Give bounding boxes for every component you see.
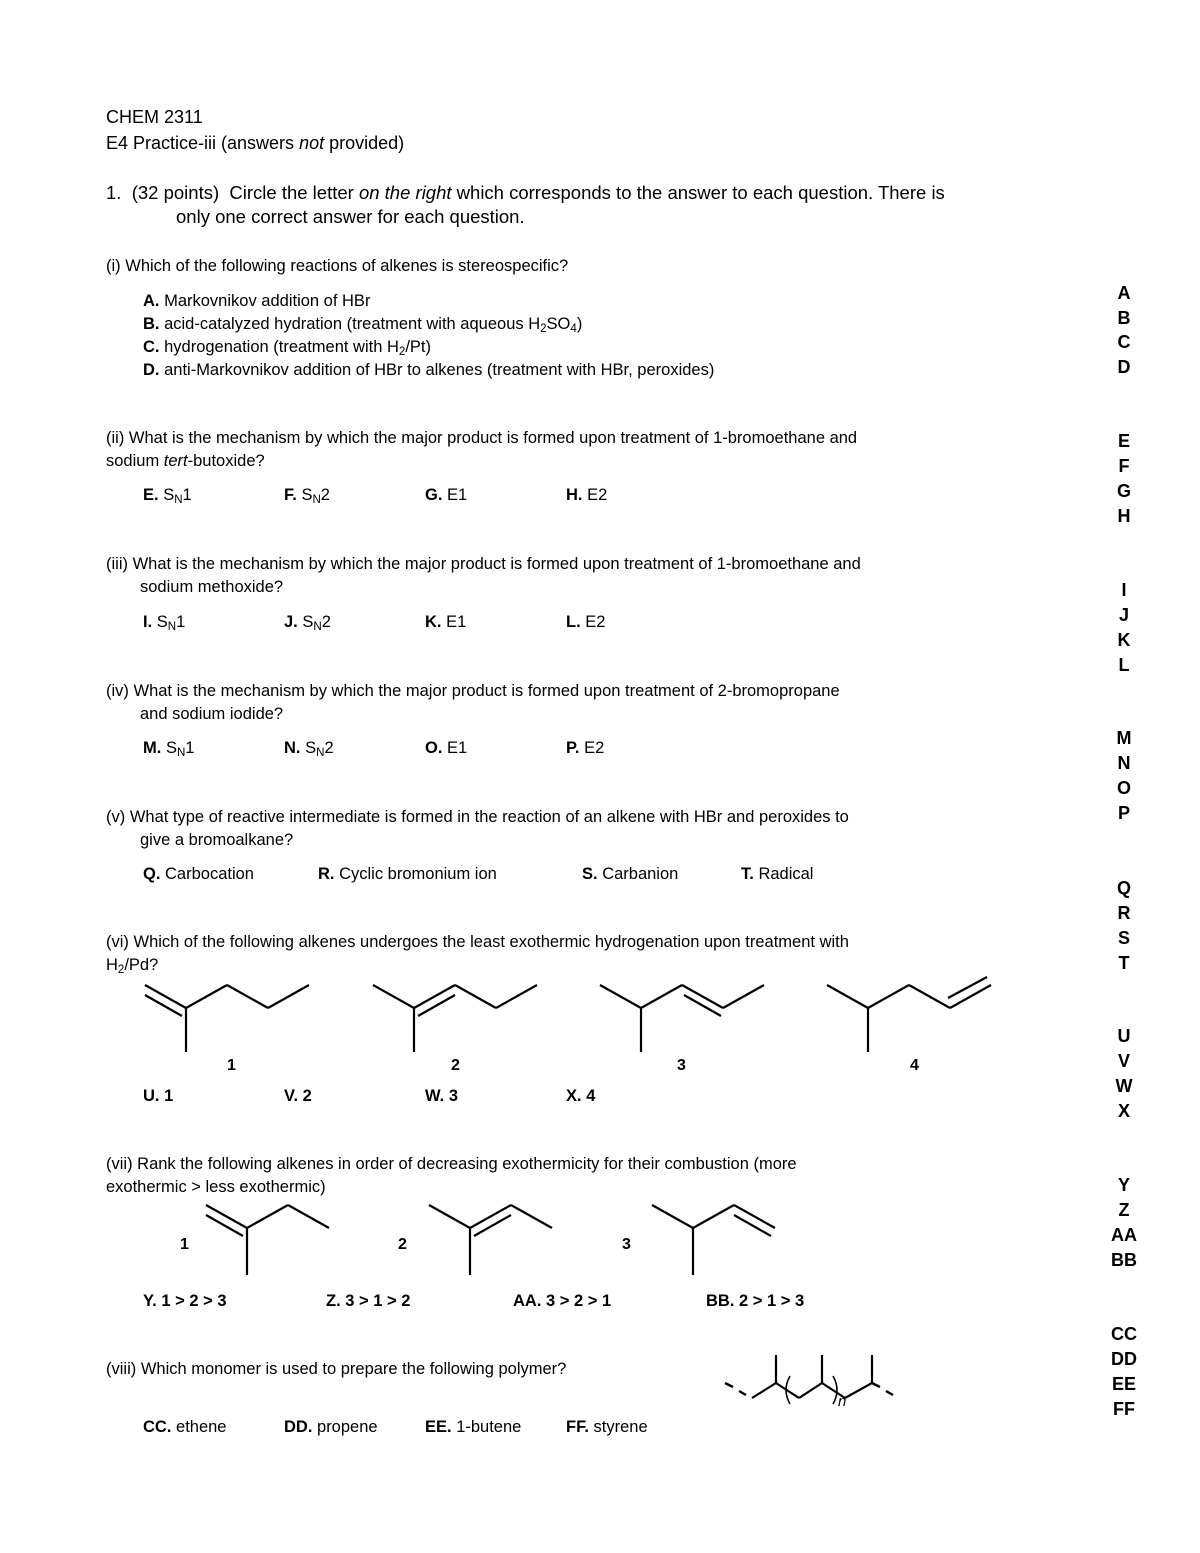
answer-letter-q[interactable]: Q — [1116, 878, 1131, 898]
polymer-structure — [725, 1355, 893, 1404]
question-vii-prompt: (vii) Rank the following alkenes in order of decreasing exothermicity for their combustion (more — [106, 1155, 797, 1173]
alkene-molecule-3 — [600, 985, 764, 1052]
alkene-molecule-1 — [145, 985, 309, 1052]
answer-letter-b[interactable]: B — [1117, 308, 1131, 328]
molecule-label-4: 4 — [910, 1057, 919, 1074]
answer-letter-x[interactable]: X — [1117, 1101, 1130, 1121]
answer-letter-z[interactable]: Z — [1118, 1200, 1130, 1220]
question-vi-prompt: (vi) Which of the following alkenes undergoes the least exothermic hydrogenation upon treatment with — [106, 933, 849, 951]
question-ii-prompt: (ii) What is the mechanism by which the major product is formed upon treatment of 1-bromoethane and — [106, 429, 858, 447]
answer-letter-u[interactable]: U — [1117, 1026, 1131, 1046]
option-dd: DD. propene — [284, 1418, 378, 1436]
option-n: N. $S_N2$ — [284, 739, 334, 759]
question-v-prompt: (v) What type of reactive intermediate is formed in the reaction of an alkene with HBr and peroxides to — [106, 808, 849, 826]
option-x: X. 4 — [566, 1087, 596, 1105]
option-q: Q. Carbocation — [143, 865, 254, 883]
answer-letter-n[interactable]: N — [1117, 753, 1131, 773]
molecule-label-7-3: 3 — [622, 1236, 631, 1253]
option-w: W. 3 — [425, 1087, 459, 1105]
answer-letter-t[interactable]: T — [1118, 953, 1130, 973]
option-l: L. E2 — [566, 613, 606, 631]
answer-letter-c[interactable]: C — [1117, 332, 1131, 352]
answer-letter-y[interactable]: Y — [1117, 1175, 1130, 1195]
option-m: M. $S_N1$ — [143, 739, 195, 759]
answer-letter-bb[interactable]: BB — [1111, 1250, 1137, 1270]
option-r: R. Cyclic bromonium ion — [318, 865, 497, 883]
option-j: J. $S_N2$ — [284, 613, 331, 633]
question-iii-prompt: (iii) What is the mechanism by which the major product is formed upon treatment of 1-bromoethane and — [106, 555, 861, 573]
answer-letter-f[interactable]: F — [1118, 456, 1130, 476]
answer-letter-r[interactable]: R — [1117, 903, 1131, 923]
answer-letter-aa[interactable]: AA — [1111, 1225, 1137, 1245]
question-iv-prompt-cont: and sodium iodide? — [140, 705, 284, 723]
question-vi-prompt-cont: $H_2/Pd$? — [106, 956, 159, 976]
answer-letter-ee[interactable]: EE — [1111, 1374, 1136, 1394]
answer-letter-j[interactable]: J — [1118, 605, 1129, 625]
question-iii-prompt-cont: sodium methoxide? — [140, 578, 284, 596]
answer-letter-d[interactable]: D — [1117, 357, 1131, 377]
problem-statement-cont: only one correct answer for each question. — [176, 206, 525, 227]
option-h: H. E2 — [566, 486, 608, 504]
question-vii-prompt-cont: exothermic > less exothermic) — [106, 1178, 326, 1196]
answer-letter-a[interactable]: A — [1117, 283, 1131, 303]
practice-subtitle: E4 Practice-iii (answers not provided) — [106, 133, 405, 153]
option-z: Z. 3 > 1 > 2 — [326, 1292, 411, 1310]
question-viii-prompt: (viii) Which monomer is used to prepare the following polymer? — [106, 1360, 567, 1378]
answer-letter-o[interactable]: O — [1116, 778, 1131, 798]
molecule-label-2: 2 — [451, 1057, 460, 1074]
answer-letter-i[interactable]: I — [1121, 580, 1127, 600]
question-i-prompt: (i) Which of the following reactions of alkenes is stereospecific? — [106, 257, 569, 275]
answer-letter-w[interactable]: W — [1115, 1076, 1133, 1096]
option-a: A. Markovnikov addition of HBr — [143, 292, 371, 310]
answer-letter-s[interactable]: S — [1117, 928, 1130, 948]
question-ii-prompt-cont: sodium tert-butoxide? — [106, 452, 265, 470]
answer-letter-p[interactable]: P — [1117, 803, 1130, 823]
option-k: K. E1 — [425, 613, 467, 631]
option-aa: AA. 3 > 2 > 1 — [513, 1292, 612, 1310]
answer-letter-e[interactable]: E — [1117, 431, 1130, 451]
option-ee: EE. 1-butene — [425, 1418, 522, 1436]
alkene-molecule-7-3 — [652, 1205, 775, 1275]
alkene-molecule-7-2 — [429, 1205, 552, 1275]
question-v-prompt-cont: give a bromoalkane? — [140, 831, 294, 849]
problem-statement: 1. (32 points) Circle the letter on the right which corresponds to the answer to each question. There is — [106, 182, 945, 203]
option-g: G. E1 — [425, 486, 468, 504]
molecule-label-1: 1 — [227, 1057, 236, 1074]
molecule-label-7-2: 2 — [398, 1236, 407, 1253]
answer-letter-v[interactable]: V — [1117, 1051, 1130, 1071]
alkene-molecule-2 — [373, 985, 537, 1052]
alkene-molecule-4 — [827, 977, 991, 1052]
molecule-label-7-1: 1 — [180, 1236, 189, 1253]
option-v: V. 2 — [284, 1087, 312, 1105]
option-o: O. E1 — [425, 739, 468, 757]
option-e: E. $S_N1$ — [143, 486, 192, 506]
option-s: S. Carbanion — [582, 865, 679, 883]
option-ff: FF. styrene — [566, 1418, 648, 1436]
answer-letter-l[interactable]: L — [1118, 655, 1130, 675]
answer-letter-dd[interactable]: DD — [1111, 1349, 1137, 1369]
answer-letter-h[interactable]: H — [1117, 506, 1131, 526]
option-f: F. $S_N2$ — [284, 486, 330, 506]
answer-letter-m[interactable]: M — [1116, 728, 1132, 748]
option-p: P. E2 — [566, 739, 605, 757]
option-bb: BB. 2 > 1 > 3 — [706, 1292, 805, 1310]
answer-letter-cc[interactable]: CC — [1111, 1324, 1137, 1344]
option-b: B. acid-catalyzed hydration (treatment with aqueous $H_2SO_4$) — [143, 315, 583, 335]
molecule-label-3: 3 — [677, 1057, 686, 1074]
option-y: Y. 1 > 2 > 3 — [143, 1292, 227, 1310]
option-c: C. hydrogenation (treatment with $H_2/Pt$) — [143, 338, 431, 358]
question-iv-prompt: (iv) What is the mechanism by which the major product is formed upon treatment of 2-bromopropane — [106, 682, 840, 700]
option-cc: CC. ethene — [143, 1418, 227, 1436]
option-t: T. Radical — [741, 865, 814, 883]
answer-letter-g[interactable]: G — [1116, 481, 1131, 501]
option-i: I. $S_N1$ — [143, 613, 186, 633]
answer-letter-ff[interactable]: FF — [1113, 1399, 1135, 1419]
option-u: U. 1 — [143, 1087, 174, 1105]
polymer-repeat-label: n — [838, 1393, 847, 1410]
answer-letter-k[interactable]: K — [1117, 630, 1131, 650]
option-d: D. anti-Markovnikov addition of HBr to alkenes (treatment with HBr, peroxides) — [143, 361, 715, 379]
alkene-molecule-7-1 — [206, 1205, 329, 1275]
course-title: CHEM 2311 — [106, 107, 203, 127]
